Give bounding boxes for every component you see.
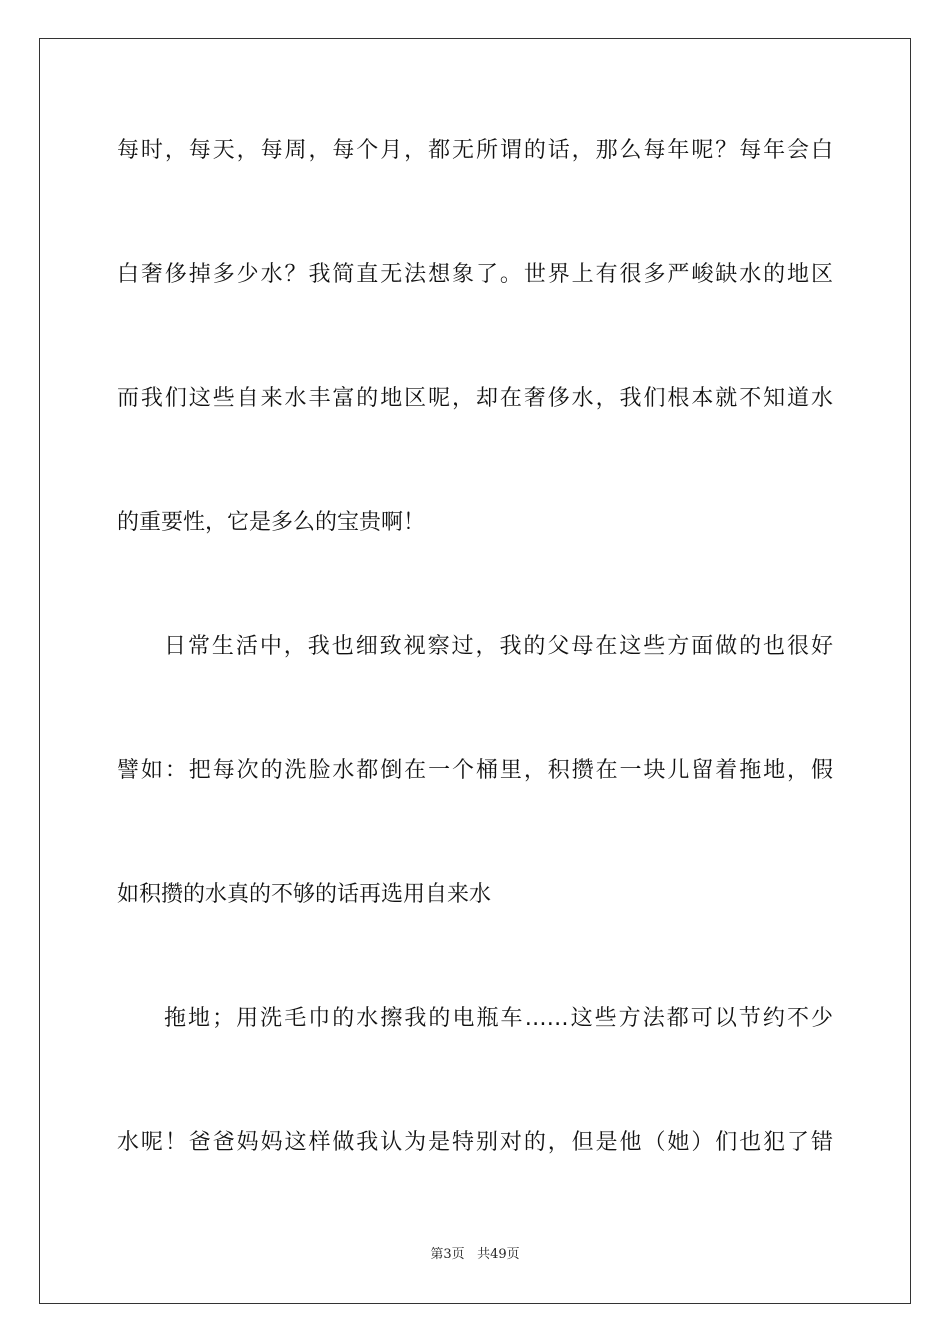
page-number: 第3页 [430, 1247, 465, 1262]
text-line: 每时，每天，每周，每个月，都无所谓的话，那么每年呢？每年会白 [117, 138, 833, 163]
text-line: 水呢！爸爸妈妈这样做我认为是特别对的，但是他（她）们也犯了错 [117, 1130, 833, 1155]
paragraph-first-line: 拖地；用洗毛巾的水擦我的电瓶车……这些方法都可以节约不少 [164, 1006, 833, 1031]
text-line: 如积攒的水真的不够的话再选用自来水 [117, 882, 492, 907]
text-line: 的重要性，它是多么的宝贵啊！ [117, 510, 426, 535]
paragraph-first-line: 日常生活中，我也细致视察过，我的父母在这些方面做的也很好 [164, 634, 833, 659]
text-line: 而我们这些自来水丰富的地区呢，却在奢侈水，我们根本就不知道水 [117, 386, 833, 411]
text-line: 譬如：把每次的洗脸水都倒在一个桶里，积攒在一块儿留着拖地，假 [117, 758, 833, 783]
page-footer [0, 1246, 950, 1264]
text-line: 白奢侈掉多少水？我简直无法想象了。世界上有很多严峻缺水的地区 [117, 262, 833, 287]
page-border [39, 38, 911, 1304]
total-pages: 共49页 [477, 1247, 520, 1262]
